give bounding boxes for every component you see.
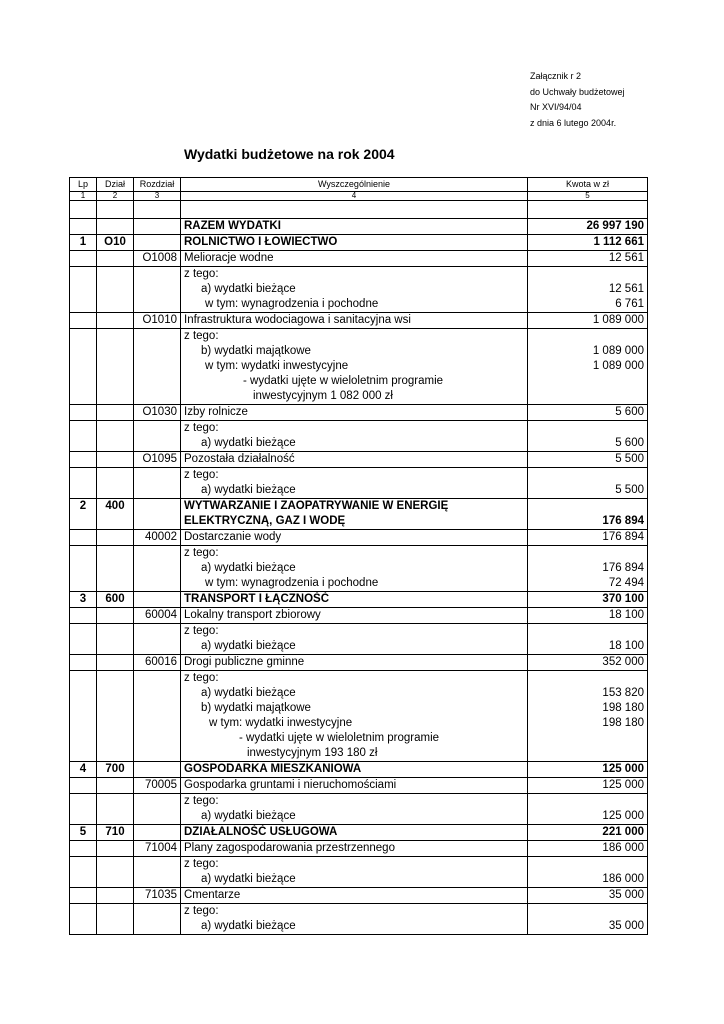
chapter-name: Plany zagospodarowania przestrzennego (181, 841, 528, 857)
detail-text: - wydatki ujęte w wieloletnim programie (181, 374, 528, 389)
chapter-name: Dostarczanie wody (181, 530, 528, 546)
detail-text: b) wydatki majątkowe (181, 701, 528, 716)
chapter-name: Melioracje wodne (181, 251, 528, 267)
detail-text: a) wydatki bieżące (181, 686, 528, 701)
detail-amount: 72 494 (528, 576, 648, 592)
detail-amount: 12 561 (528, 282, 648, 297)
header-row (70, 178, 648, 192)
detail-text: z tego: (181, 468, 528, 484)
chapter-amount: 352 000 (528, 655, 648, 671)
column-number-row (70, 192, 648, 201)
detail-row (70, 374, 648, 389)
section-name: ROLNICTWO I ŁOWIECTWO (181, 235, 528, 251)
detail-amount: 198 180 (528, 716, 648, 731)
detail-text: inwestycyjnym 1 082 000 zł (181, 389, 528, 405)
chapter-name: Gospodarka gruntami i nieruchomościami (181, 778, 528, 794)
section-amount: 370 100 (528, 592, 648, 608)
chapter-row (70, 251, 648, 267)
detail-row (70, 282, 648, 297)
chapter-code: 60016 (134, 655, 181, 671)
section-name: TRANSPORT I ŁĄCZNOŚĆ (181, 592, 528, 608)
detail-amount: 18 100 (528, 639, 648, 655)
chapter-amount: 5 600 (528, 405, 648, 421)
chapter-amount: 176 894 (528, 530, 648, 546)
chapter-amount: 18 100 (528, 608, 648, 624)
section-amount: 1 112 661 (528, 235, 648, 251)
detail-text: a) wydatki bieżące (181, 872, 528, 888)
chapter-code: O1030 (134, 405, 181, 421)
annex-line: do Uchwały budżetowej (530, 86, 625, 97)
chapter-code: 70005 (134, 778, 181, 794)
chapter-code: 71004 (134, 841, 181, 857)
column-number: 5 (528, 192, 648, 201)
detail-row (70, 686, 648, 701)
chapter-row (70, 608, 648, 624)
detail-amount: 153 820 (528, 686, 648, 701)
total-row (70, 219, 648, 235)
section-row (70, 235, 648, 251)
detail-text: w tym: wynagrodzenia i pochodne (181, 297, 528, 313)
detail-amount: 198 180 (528, 701, 648, 716)
section-row (70, 499, 648, 515)
chapter-name: Drogi publiczne gminne (181, 655, 528, 671)
detail-row (70, 561, 648, 576)
chapter-row (70, 655, 648, 671)
section-row (70, 592, 648, 608)
detail-row (70, 483, 648, 499)
section-name: GOSPODARKA MIESZKANIOWA (181, 762, 528, 778)
detail-text: z tego: (181, 671, 528, 687)
detail-text: z tego: (181, 421, 528, 437)
total-amount: 26 997 190 (528, 219, 648, 235)
detail-row (70, 546, 648, 562)
column-number: 4 (181, 192, 528, 201)
header-dzial: Dział (97, 178, 134, 192)
detail-row (70, 329, 648, 345)
detail-text: z tego: (181, 794, 528, 810)
column-number: 3 (134, 192, 181, 201)
detail-amount: 1 089 000 (528, 359, 648, 374)
chapter-code: O1095 (134, 452, 181, 468)
chapter-row (70, 841, 648, 857)
chapter-code: O1008 (134, 251, 181, 267)
detail-row (70, 731, 648, 746)
section-dzial: 600 (97, 592, 134, 608)
detail-text: z tego: (181, 329, 528, 345)
header-amount: Kwota w zł (528, 178, 648, 192)
chapter-row (70, 778, 648, 794)
detail-text: z tego: (181, 546, 528, 562)
chapter-row (70, 530, 648, 546)
section-name: WYTWARZANIE I ZAOPATRYWANIE W ENERGIĘ (181, 499, 528, 515)
detail-amount: 5 500 (528, 483, 648, 499)
detail-text: w tym: wydatki inwestycyjne (181, 716, 528, 731)
detail-text: z tego: (181, 624, 528, 640)
section-dzial: O10 (97, 235, 134, 251)
chapter-row (70, 405, 648, 421)
detail-row (70, 624, 648, 640)
annex-note (530, 69, 625, 131)
section-dzial: 710 (97, 825, 134, 841)
detail-row (70, 297, 648, 313)
header-description: Wyszczególnienie (181, 178, 528, 192)
detail-row (70, 576, 648, 592)
section-dzial: 400 (97, 499, 134, 515)
detail-row (70, 794, 648, 810)
section-amount: 125 000 (528, 762, 648, 778)
document-title: Wydatki budżetowe na rok 2004 (184, 146, 395, 162)
detail-text: - wydatki ujęte w wieloletnim programie (181, 731, 528, 746)
chapter-row (70, 888, 648, 904)
chapter-amount: 12 561 (528, 251, 648, 267)
section-lp: 4 (70, 762, 97, 778)
detail-row (70, 344, 648, 359)
chapter-amount: 5 500 (528, 452, 648, 468)
detail-amount: 125 000 (528, 809, 648, 825)
chapter-code: 71035 (134, 888, 181, 904)
detail-text: w tym: wynagrodzenia i pochodne (181, 576, 528, 592)
detail-row (70, 436, 648, 452)
detail-amount: 5 600 (528, 436, 648, 452)
chapter-name: Pozostała działalność (181, 452, 528, 468)
chapter-code: 40002 (134, 530, 181, 546)
annex-line: z dnia 6 lutego 2004r. (530, 117, 617, 128)
detail-text: b) wydatki majątkowe (181, 344, 528, 359)
detail-text: z tego: (181, 857, 528, 873)
section-lp: 2 (70, 499, 97, 515)
header-lp: Lp (70, 178, 97, 192)
section-name: ELEKTRYCZNĄ, GAZ I WODĘ (181, 514, 528, 530)
column-number: 1 (70, 192, 97, 201)
section-lp: 5 (70, 825, 97, 841)
detail-row (70, 671, 648, 687)
spacer-row (70, 201, 648, 219)
header-rozdzial: Rozdział (134, 178, 181, 192)
total-label: RAZEM WYDATKI (181, 219, 528, 235)
detail-amount: 176 894 (528, 561, 648, 576)
detail-row (70, 809, 648, 825)
detail-amount: 6 761 (528, 297, 648, 313)
detail-text: a) wydatki bieżące (181, 561, 528, 576)
section-name: DZIAŁALNOŚĆ USŁUGOWA (181, 825, 528, 841)
chapter-name: Izby rolnicze (181, 405, 528, 421)
section-lp: 3 (70, 592, 97, 608)
detail-row (70, 389, 648, 405)
detail-text: inwestycyjnym 193 180 zł (181, 746, 528, 762)
chapter-row (70, 313, 648, 329)
detail-row (70, 639, 648, 655)
detail-row (70, 872, 648, 888)
detail-amount: 35 000 (528, 919, 648, 935)
section-row (70, 762, 648, 778)
column-number: 2 (97, 192, 134, 201)
detail-row (70, 857, 648, 873)
annex-line: Załącznik r 2 (530, 71, 582, 81)
section-dzial: 700 (97, 762, 134, 778)
section-row (70, 825, 648, 841)
detail-row (70, 701, 648, 716)
detail-row (70, 919, 648, 935)
chapter-code: O1010 (134, 313, 181, 329)
annex-line: Nr XVI/94/04 (530, 102, 582, 112)
detail-text: a) wydatki bieżące (181, 282, 528, 297)
chapter-name: Lokalny transport zbiorowy (181, 608, 528, 624)
chapter-amount: 35 000 (528, 888, 648, 904)
detail-text: a) wydatki bieżące (181, 919, 528, 935)
chapter-name: Cmentarze (181, 888, 528, 904)
detail-row (70, 267, 648, 283)
section-lp: 1 (70, 235, 97, 251)
detail-text: a) wydatki bieżące (181, 809, 528, 825)
chapter-code: 60004 (134, 608, 181, 624)
section-row-continued (70, 514, 648, 530)
detail-amount: 186 000 (528, 872, 648, 888)
detail-row (70, 359, 648, 374)
detail-text: w tym: wydatki inwestycyjne (181, 359, 528, 374)
detail-text: z tego: (181, 267, 528, 283)
chapter-amount: 125 000 (528, 778, 648, 794)
chapter-row (70, 452, 648, 468)
detail-text: a) wydatki bieżące (181, 639, 528, 655)
detail-amount: 1 089 000 (528, 344, 648, 359)
detail-text: a) wydatki bieżące (181, 483, 528, 499)
detail-text: z tego: (181, 904, 528, 920)
detail-row (70, 746, 648, 762)
detail-row (70, 421, 648, 437)
detail-row (70, 716, 648, 731)
detail-row (70, 468, 648, 484)
budget-table (69, 177, 648, 935)
chapter-name: Infrastruktura wodociagowa i sanitacyjna wsi (181, 313, 528, 329)
detail-row (70, 904, 648, 920)
chapter-amount: 186 000 (528, 841, 648, 857)
chapter-amount: 1 089 000 (528, 313, 648, 329)
detail-text: a) wydatki bieżące (181, 436, 528, 452)
section-amount: 221 000 (528, 825, 648, 841)
section-amount: 176 894 (528, 514, 648, 530)
